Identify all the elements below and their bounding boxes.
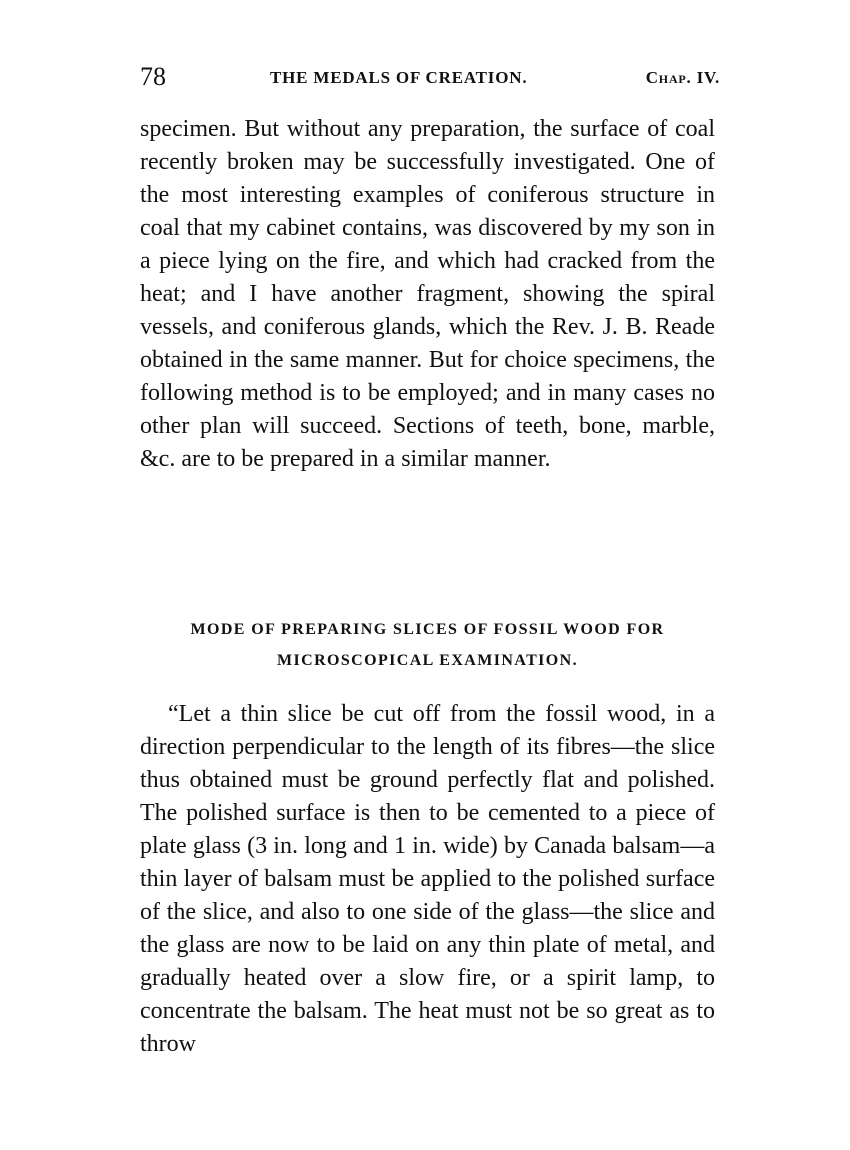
running-title: THE MEDALS OF CREATION. <box>270 68 528 87</box>
running-head <box>140 62 720 92</box>
body-paragraph-quoted: “Let a thin slice be cut off from the fossil wood, in a direction perpendicular to the length of its fibres—the slice thus obtained must be ground perfectly flat and polished. The polished surface is then to be cemented to a piece of plate glass (3 in. long and 1 in. wide) by Canada balsam—a thin layer of balsam must be applied to the polished surface of the slice, and also to one side of the glass—the slice and the glass are now to be laid on any thin plate of metal, and gradually heated over a slow fire, or a spirit lamp, to concentrate the balsam. The heat must not be so great as to throw <box>140 701 715 1057</box>
section-heading: MODE OF PREPARING SLICES OF FOSSIL WOOD FOR MICROSCOPICAL EXAMINATION. <box>190 621 665 669</box>
body-paragraph-continued: specimen. But without any preparation, the surface of coal recently broken may be successfully investigated. One of the most interesting examples of coniferous structure in coal that my cabinet contains, was discovered by my son in a piece lying on the fire, and which had cracked from the heat; and I have another fragment, showing the spiral vessels, and coniferous glands, which the Rev. J. B. Reade obtained in the same manner. But for choice specimens, the following method is to be employed; and in many cases no other plan will succeed. Sections of teeth, bone, marble, &c. are to be prepared in a similar manner. <box>140 116 715 472</box>
chapter-reference: Chap. IV. <box>645 68 720 87</box>
page-number: 78 <box>140 62 166 91</box>
